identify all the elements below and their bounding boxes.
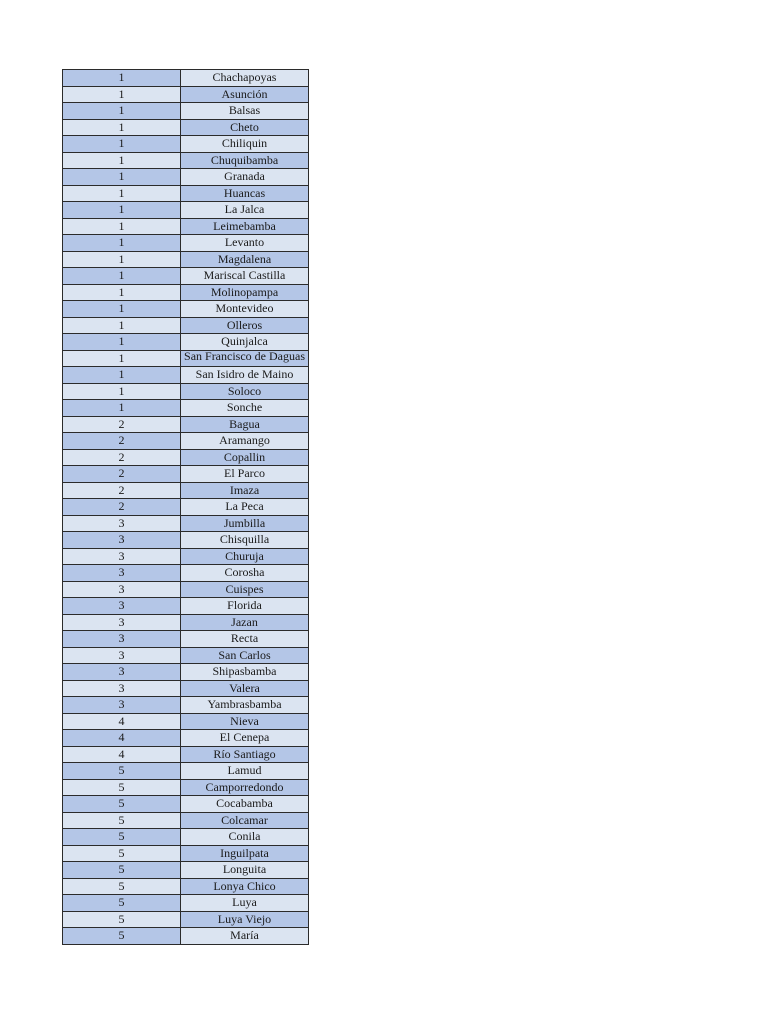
district-name-text: Lamud bbox=[227, 763, 262, 778]
table-row bbox=[63, 70, 309, 87]
cell-district-name bbox=[181, 532, 309, 549]
cell-district-name bbox=[181, 796, 309, 813]
table-row bbox=[63, 928, 309, 945]
table-row bbox=[63, 730, 309, 747]
cell-district-number: 5 bbox=[63, 862, 181, 879]
cell-district-number: 1 bbox=[63, 284, 181, 301]
table-row bbox=[63, 895, 309, 912]
district-name-text: San Francisco de Daguas bbox=[184, 350, 305, 363]
cell-district-number: 5 bbox=[63, 878, 181, 895]
district-name-text: María bbox=[230, 928, 259, 943]
cell-district-name bbox=[181, 631, 309, 648]
district-name-text: Lonya Chico bbox=[213, 878, 276, 893]
cell-district-number: 3 bbox=[63, 598, 181, 615]
cell-district-number: 1 bbox=[63, 86, 181, 103]
district-name-text: Cocabamba bbox=[216, 796, 273, 811]
cell-district-name bbox=[181, 581, 309, 598]
district-name-text: Churuja bbox=[225, 548, 264, 563]
cell-district-name bbox=[181, 301, 309, 318]
district-name-text: Mariscal Castilla bbox=[203, 268, 286, 283]
district-name-text: Longuita bbox=[222, 862, 267, 877]
cell-district-number: 1 bbox=[63, 317, 181, 334]
cell-district-name bbox=[181, 383, 309, 400]
cell-district-number: 1 bbox=[63, 334, 181, 351]
cell-district-number: 2 bbox=[63, 416, 181, 433]
table-row bbox=[63, 911, 309, 928]
cell-district-name bbox=[181, 697, 309, 714]
cell-district-number: 1 bbox=[63, 235, 181, 252]
table-row bbox=[63, 383, 309, 400]
cell-district-number: 1 bbox=[63, 152, 181, 169]
table-row bbox=[63, 532, 309, 549]
table-row bbox=[63, 779, 309, 796]
table-row bbox=[63, 86, 309, 103]
district-name-text: Jumbilla bbox=[223, 515, 266, 530]
table-row bbox=[63, 317, 309, 334]
district-name-text: Luya bbox=[232, 895, 257, 910]
table-row bbox=[63, 119, 309, 136]
table-row bbox=[63, 548, 309, 565]
cell-district-name bbox=[181, 515, 309, 532]
cell-district-number: 1 bbox=[63, 268, 181, 285]
cell-district-name bbox=[181, 565, 309, 582]
table-row bbox=[63, 466, 309, 483]
district-name-text: Magdalena bbox=[217, 251, 272, 266]
cell-district-number: 2 bbox=[63, 433, 181, 450]
table-row bbox=[63, 433, 309, 450]
cell-district-name bbox=[181, 713, 309, 730]
table-row bbox=[63, 301, 309, 318]
cell-district-name bbox=[181, 136, 309, 153]
table-row bbox=[63, 647, 309, 664]
cell-district-number: 2 bbox=[63, 482, 181, 499]
cell-district-name bbox=[181, 862, 309, 879]
cell-district-name bbox=[181, 812, 309, 829]
table-row bbox=[63, 614, 309, 631]
district-name-text: Huancas bbox=[223, 185, 266, 200]
district-name-text: Copallin bbox=[223, 449, 266, 464]
district-name-text: Chuquibamba bbox=[210, 152, 279, 167]
cell-district-number: 1 bbox=[63, 70, 181, 87]
table-row bbox=[63, 664, 309, 681]
cell-district-name bbox=[181, 763, 309, 780]
district-name-text: Molinopampa bbox=[210, 284, 279, 299]
table-row bbox=[63, 334, 309, 351]
cell-district-name bbox=[181, 416, 309, 433]
cell-district-number: 3 bbox=[63, 565, 181, 582]
district-name-text: La Peca bbox=[225, 499, 264, 514]
table-row bbox=[63, 878, 309, 895]
district-name-text: Florida bbox=[227, 598, 262, 613]
table-row bbox=[63, 449, 309, 466]
district-name-text: Colcamar bbox=[221, 812, 268, 827]
table-row bbox=[63, 499, 309, 516]
cell-district-number: 1 bbox=[63, 169, 181, 186]
cell-district-name bbox=[181, 185, 309, 202]
district-name-text: Imaza bbox=[229, 482, 260, 497]
district-name-text: San Carlos bbox=[218, 647, 271, 662]
cell-district-number: 4 bbox=[63, 730, 181, 747]
cell-district-number: 4 bbox=[63, 713, 181, 730]
district-name-text: Sonche bbox=[226, 400, 263, 415]
district-name-text: Shipasbamba bbox=[212, 664, 277, 679]
district-name-text: Aramango bbox=[219, 433, 270, 448]
table-row bbox=[63, 235, 309, 252]
cell-district-name bbox=[181, 317, 309, 334]
cell-district-name bbox=[181, 895, 309, 912]
district-name-text: Soloco bbox=[227, 383, 262, 398]
cell-district-name bbox=[181, 598, 309, 615]
table-row bbox=[63, 796, 309, 813]
district-name-text: Cuispes bbox=[225, 581, 264, 596]
district-name-text: Montevideo bbox=[215, 301, 274, 316]
cell-district-name bbox=[181, 449, 309, 466]
cell-district-name bbox=[181, 70, 309, 87]
table-row bbox=[63, 697, 309, 714]
cell-district-name bbox=[181, 499, 309, 516]
cell-district-name bbox=[181, 202, 309, 219]
cell-district-name bbox=[181, 680, 309, 697]
district-name-text: Valera bbox=[229, 680, 260, 695]
district-name-text: Recta bbox=[230, 631, 259, 646]
cell-district-number: 5 bbox=[63, 779, 181, 796]
district-name-text: Nieva bbox=[230, 713, 259, 728]
cell-district-name bbox=[181, 334, 309, 351]
table-row bbox=[63, 845, 309, 862]
cell-district-number: 5 bbox=[63, 895, 181, 912]
table-row bbox=[63, 829, 309, 846]
cell-district-name bbox=[181, 548, 309, 565]
cell-district-name bbox=[181, 350, 309, 367]
cell-district-number: 3 bbox=[63, 680, 181, 697]
cell-district-number: 3 bbox=[63, 697, 181, 714]
district-name-text: Chisquilla bbox=[219, 532, 270, 547]
table-row bbox=[63, 136, 309, 153]
cell-district-name bbox=[181, 746, 309, 763]
table-row bbox=[63, 581, 309, 598]
cell-district-name bbox=[181, 911, 309, 928]
cell-district-number: 3 bbox=[63, 614, 181, 631]
table-row bbox=[63, 746, 309, 763]
cell-district-name bbox=[181, 86, 309, 103]
cell-district-name bbox=[181, 482, 309, 499]
district-name-text: Conila bbox=[228, 829, 261, 844]
cell-district-number: 1 bbox=[63, 251, 181, 268]
table-row bbox=[63, 565, 309, 582]
district-name-text: Corosha bbox=[224, 565, 265, 580]
cell-district-number: 1 bbox=[63, 350, 181, 367]
district-name-text: Inguilpata bbox=[220, 845, 269, 860]
table-row bbox=[63, 713, 309, 730]
table-row bbox=[63, 284, 309, 301]
cell-district-name bbox=[181, 664, 309, 681]
table-row bbox=[63, 218, 309, 235]
table-row bbox=[63, 268, 309, 285]
cell-district-name bbox=[181, 466, 309, 483]
cell-district-number: 2 bbox=[63, 449, 181, 466]
cell-district-number: 5 bbox=[63, 829, 181, 846]
table-row bbox=[63, 367, 309, 384]
cell-district-name bbox=[181, 614, 309, 631]
district-name-text: El Cenepa bbox=[219, 730, 270, 745]
cell-district-number: 1 bbox=[63, 119, 181, 136]
table-row bbox=[63, 152, 309, 169]
table-row bbox=[63, 482, 309, 499]
table-row bbox=[63, 862, 309, 879]
cell-district-name bbox=[181, 878, 309, 895]
table-row bbox=[63, 631, 309, 648]
district-name-text: Leimebamba bbox=[213, 218, 276, 233]
district-name-text: Yambrasbamba bbox=[207, 697, 282, 712]
table-row bbox=[63, 202, 309, 219]
district-table bbox=[62, 69, 309, 945]
cell-district-name bbox=[181, 367, 309, 384]
cell-district-name bbox=[181, 400, 309, 417]
table-row bbox=[63, 400, 309, 417]
district-name-text: Cheto bbox=[230, 119, 259, 134]
cell-district-number: 5 bbox=[63, 812, 181, 829]
cell-district-number: 1 bbox=[63, 202, 181, 219]
cell-district-number: 1 bbox=[63, 136, 181, 153]
district-name-text: Asunción bbox=[221, 86, 268, 101]
cell-district-name bbox=[181, 251, 309, 268]
table-row bbox=[63, 812, 309, 829]
district-name-text: Río Santiago bbox=[213, 746, 276, 761]
cell-district-name bbox=[181, 829, 309, 846]
cell-district-name bbox=[181, 647, 309, 664]
district-name-text: Bagua bbox=[229, 416, 260, 431]
cell-district-number: 3 bbox=[63, 515, 181, 532]
cell-district-number: 1 bbox=[63, 400, 181, 417]
table-row bbox=[63, 185, 309, 202]
district-name-text: Quinjalca bbox=[221, 334, 268, 349]
district-name-text: Olleros bbox=[226, 317, 263, 332]
cell-district-number: 3 bbox=[63, 647, 181, 664]
district-name-text: Granada bbox=[224, 169, 265, 184]
cell-district-name bbox=[181, 119, 309, 136]
cell-district-name bbox=[181, 845, 309, 862]
cell-district-name bbox=[181, 730, 309, 747]
cell-district-number: 1 bbox=[63, 185, 181, 202]
cell-district-number: 1 bbox=[63, 301, 181, 318]
table-row bbox=[63, 680, 309, 697]
district-name-text: Levanto bbox=[224, 235, 265, 250]
cell-district-number: 4 bbox=[63, 746, 181, 763]
cell-district-number: 1 bbox=[63, 103, 181, 120]
district-name-text: Chiliquin bbox=[221, 136, 268, 151]
cell-district-name bbox=[181, 218, 309, 235]
cell-district-number: 3 bbox=[63, 581, 181, 598]
cell-district-number: 5 bbox=[63, 928, 181, 945]
cell-district-number: 1 bbox=[63, 383, 181, 400]
cell-district-number: 2 bbox=[63, 499, 181, 516]
cell-district-number: 5 bbox=[63, 845, 181, 862]
cell-district-name bbox=[181, 928, 309, 945]
table-row bbox=[63, 169, 309, 186]
table-body bbox=[63, 70, 309, 945]
cell-district-number: 1 bbox=[63, 367, 181, 384]
cell-district-number: 1 bbox=[63, 218, 181, 235]
cell-district-number: 5 bbox=[63, 796, 181, 813]
district-name-text: La Jalca bbox=[224, 202, 265, 217]
district-name-text: Chachapoyas bbox=[212, 70, 277, 85]
table-row bbox=[63, 598, 309, 615]
cell-district-name bbox=[181, 268, 309, 285]
table-row bbox=[63, 103, 309, 120]
cell-district-name bbox=[181, 779, 309, 796]
district-name-text: El Parco bbox=[224, 466, 265, 481]
table-row bbox=[63, 251, 309, 268]
district-name-text: San Isidro de Maino bbox=[195, 367, 294, 382]
cell-district-name bbox=[181, 169, 309, 186]
cell-district-number: 2 bbox=[63, 466, 181, 483]
cell-district-number: 3 bbox=[63, 664, 181, 681]
cell-district-number: 3 bbox=[63, 532, 181, 549]
cell-district-number: 5 bbox=[63, 763, 181, 780]
table-row bbox=[63, 416, 309, 433]
cell-district-name bbox=[181, 284, 309, 301]
cell-district-number: 3 bbox=[63, 631, 181, 648]
table-row bbox=[63, 763, 309, 780]
table-row bbox=[63, 515, 309, 532]
district-name-text: Luya Viejo bbox=[217, 911, 272, 926]
cell-district-number: 5 bbox=[63, 911, 181, 928]
table-row bbox=[63, 350, 309, 367]
cell-district-number: 3 bbox=[63, 548, 181, 565]
district-name-text: Jazan bbox=[231, 614, 258, 629]
cell-district-name bbox=[181, 152, 309, 169]
cell-district-name bbox=[181, 103, 309, 120]
cell-district-name bbox=[181, 433, 309, 450]
district-name-text: Balsas bbox=[228, 103, 261, 118]
cell-district-name bbox=[181, 235, 309, 252]
district-name-text: Camporredondo bbox=[205, 779, 284, 794]
